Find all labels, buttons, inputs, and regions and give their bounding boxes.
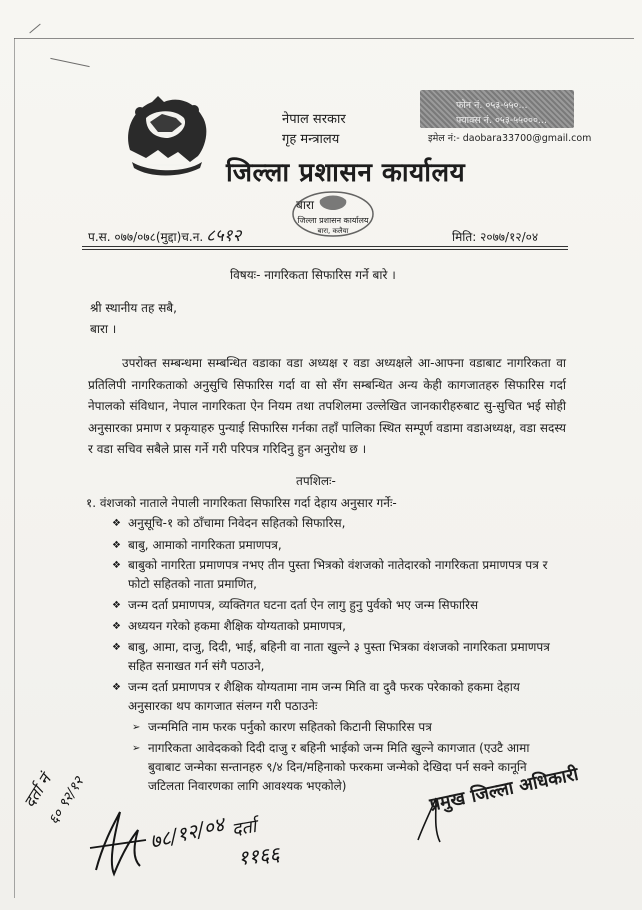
list-item [112,514,552,533]
sub-list-item-text: जन्ममिति नाम फरक पर्नुको कारण सहितको किटानी सिफारिस पत्र [148,720,432,734]
contact-email: इमेल नं:- daobara33700@gmail.com [428,133,592,144]
header-divider [82,249,568,250]
seal-line2: बारा, कलैया [317,227,349,235]
list-item-text: बाबुको नागरिता प्रमाणपत्र नभए तीन पुस्ता भित्रको वंशजको नातेदारको नागरिकता प्रमाणपत्र पत्र र फोटो सहितको नाता प्रमाणित, [128,558,548,591]
government-name: नेपाल सरकार [282,112,346,127]
bullet-icon: ❖ [112,560,121,571]
arrow-bullet-icon: ➢ [132,743,141,754]
bullet-icon: ❖ [112,600,121,611]
sub-list-item [132,718,552,737]
details-item-1: १. वंशजको नाताले नेपाली नागरिकता सिफारिस गर्दा देहाय अनुसार गर्नेः- [86,496,397,510]
bullet-icon: ❖ [112,540,121,551]
district-name: बारा [296,198,314,212]
nepal-emblem-icon [118,92,214,178]
recipient-line: श्री स्थानीय तह सबै, [90,301,177,315]
header-divider [82,246,568,247]
recipient-place: बारा । [90,322,117,336]
top-border-line [14,38,634,39]
handwritten-note: दर्ता नं [19,770,55,812]
signature-icon [86,800,156,880]
letter-date: मिति: २०७७/१२/०४ [452,230,539,244]
list-item-text: अध्ययन गरेको हकमा शैक्षिक योग्यताको प्रमाणपत्र, [128,619,346,633]
sub-list-item-text: नागरिकता आवेदकको दिदी दाजु र बहिनी भाईको जन्म मिति खुल्ने कागजात (एउटै आमा बुवाबाट जन्मेका सन्तानहरु ९/४ दिन/महिनाको फरकमा जन्मेको देखिदा पर्न सक्ने कानूनि जटिलता निवारणका लागि आवश्यक भएकोले) [148,741,530,793]
handwritten-note: ७८/१२/०४ [147,811,227,854]
list-item [112,638,552,676]
list-item-text: जन्म दर्ता प्रमाणपत्र र शैक्षिक योग्यतामा नाम जन्म मिति वा दुवै फरक परेकाको हकमा देहाय अनुसारका थप कागजात संलग्न गरी पठाउनेः [128,680,520,713]
handwritten-note: ११६६ [236,841,281,870]
ministry-name: गृह मन्त्रालय [282,132,340,147]
bullet-icon: ❖ [112,642,121,653]
bullet-icon: ❖ [112,621,121,632]
list-item [112,596,552,615]
pen-mark [50,58,89,67]
list-item-text: जन्म दर्ता प्रमाणपत्र, व्यक्तिगत घटना दर्ता ऐन लागु हुनु पुर्वको भए जन्म सिफारिस [128,598,479,612]
list-item [112,556,552,594]
arrow-bullet-icon: ➢ [132,722,141,733]
officer-stamp: प्रमुख जिल्ला अधिकारी [427,763,581,816]
contact-phone: फोन नं. ०५३-५५०... [456,100,528,111]
office-seal-icon [290,190,376,238]
list-item-text: बाबु, आमाको नागरिकता प्रमाणपत्र, [128,538,282,552]
bullet-icon: ❖ [112,518,121,529]
handwritten-note: ६० ९२/१२ [45,774,88,828]
handwritten-note: दर्ता [230,815,259,841]
list-item-text: अनुसूचि-१ को ठाँचामा निवेदन सहितको सिफारिस, [128,516,346,530]
list-item [112,617,552,636]
reference-label: प.स. ०७७/०७८(मुद्दा)च.न. [88,230,204,244]
list-item-text: बाबु, आमा, दाजु, दिदी, भाई, बहिनी वा नाता खुल्ने ३ पुस्ता भित्रका वंशजको नागरिकता प्रमाणपत्र सहित सनाखत गर्न संगै पठाउने, [128,640,550,673]
contact-fax: फ्याक्स नं. ०५३-५५०००... [456,115,547,126]
reference-number: ८५१२ [206,226,242,246]
subject-line: विषयः- नागरिकता सिफारिस गर्ने बारे । [230,268,396,282]
details-title: तपशिलः- [296,474,336,488]
body-paragraph: उपरोक्त सम्बन्धमा सम्बन्धित वडाका वडा अध्यक्ष र वडा अध्यक्षले आ-आफ्ना वडाबाट नागरिकता वा प्रतिलिपी नागरिकताको अनुसुचि सिफारिस गर्दा वा सो सँग सम्बन्धित अन्य केही कागजातहरु सिफारिस गर्दा नेपालको संविधान, नेपाल नागरिकता ऐन नियम तथा तपशिलमा उल्लेखित जानकारीहरुबाट सु-सुचित भई सोही अनुसारका प्रमाण र प्रकृयाहरु पुन्याई सिफारिस गर्नका तहाँ पालिका स्थित सम्पूर्ण वडामा वडाअध्यक्ष, वडा सदस्य र वडा सचिव सबैले प्रास गर्ने गरी परिपत्र गरिदिनु हुन अनुरोध छ । [88,356,566,456]
pen-mark [29,24,40,34]
left-border-line [14,38,15,898]
list-item [112,536,552,555]
list-item [112,678,552,716]
office-title: जिल्ला प्रशासन कार्यालय [226,158,466,188]
seal-line1: जिल्ला प्रशासन कार्यालय [297,216,369,225]
bullet-icon: ❖ [112,682,121,693]
